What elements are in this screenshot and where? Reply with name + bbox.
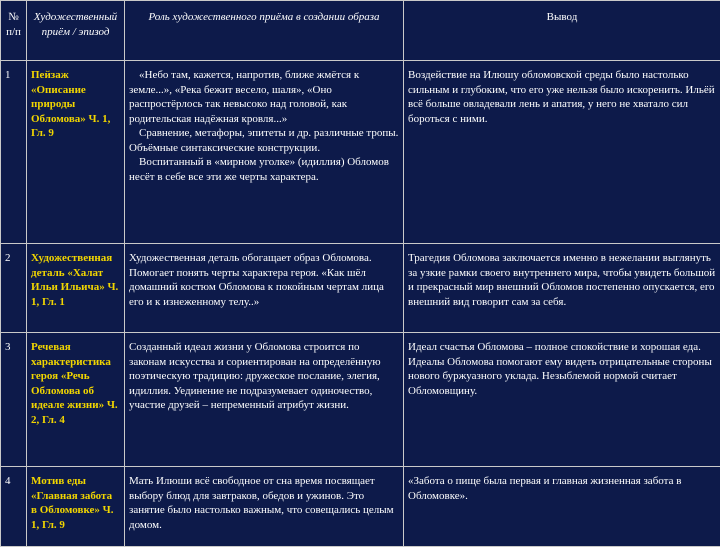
table-header-row bbox=[1, 1, 720, 61]
header-conclusion: Вывод bbox=[404, 1, 720, 61]
conclusion-cell: Трагедия Обломова заключается именно в нежелании выглянуть за узкие рамки своего внутреннего мира, чтобы увидеть большой и прекрасный мир внешний Обломов постепенно опускается, его внешний вид говорит сам за себя. bbox=[404, 244, 720, 333]
conclusion-cell: Идеал счастья Обломова – полное спокойствие и хорошая еда. Идеалы Обломова помогают ему видеть отрицательные стороны нового буржуазного уклада. Незыблемой нормой считает Обломовщину. bbox=[404, 333, 720, 467]
role-paragraph: Воспитанный в «мирном уголке» (идиллия) Обломов несёт в себе все эти же черты характера. bbox=[129, 155, 399, 184]
role-paragraph: «Небо там, кажется, напротив, ближе жмётся к земле...», «Река бежит весело, шаля», «Оно распростёрлось так невысоко над головой, как родительская надёжная кровля...» bbox=[129, 68, 399, 126]
table-row bbox=[1, 244, 720, 333]
table-row bbox=[1, 467, 720, 547]
row-number: 4 bbox=[1, 467, 27, 547]
technique-cell: Речевая характеристика героя «Речь Обломова об идеале жизни» Ч. 2, Гл. 4 bbox=[27, 333, 125, 467]
header-num: № п/п bbox=[1, 1, 27, 61]
role-cell bbox=[125, 61, 404, 244]
row-number: 3 bbox=[1, 333, 27, 467]
role-paragraph: Мать Илюши всё свободное от сна время посвящает выбору блюд для завтраков, обедов и ужинов. Это занятие было настолько важным, что совещались целым домом. bbox=[129, 474, 399, 532]
header-technique: Художественный приём / эпизод bbox=[27, 1, 125, 61]
technique-cell: Пейзаж «Описание природы Обломова» Ч. 1, Гл. 9 bbox=[27, 61, 125, 244]
row-number: 1 bbox=[1, 61, 27, 244]
role-cell bbox=[125, 333, 404, 467]
conclusion-cell: «Забота о пище была первая и главная жизненная забота в Обломовке». bbox=[404, 467, 720, 547]
table-row bbox=[1, 333, 720, 467]
header-role: Роль художественного приёма в создании образа bbox=[125, 1, 404, 61]
conclusion-cell: Воздействие на Илюшу обломовской среды было настолько сильным и глубоким, что его уже нельзя было искоренить. Ильёй всё больше овладевали лень и апатия, у него не хватало сил бороться с ними. bbox=[404, 61, 720, 244]
role-paragraph: Созданный идеал жизни у Обломова строится по законам искусства и сориентирован на определённую поэтическую традицию: дружеское послание, элегия, идиллия. Уединение не подразумевает одиночество, участие друзей – непременный атрибут жизни. bbox=[129, 340, 399, 413]
technique-cell: Мотив еды «Главная забота в Обломовке» Ч. 1, Гл. 9 bbox=[27, 467, 125, 547]
role-cell bbox=[125, 467, 404, 547]
table-row bbox=[1, 61, 720, 244]
role-paragraph: Художественная деталь обогащает образ Обломова. Помогает понять черты характера героя. «Как шёл домашний костюм Обломова к покойным чертам лица его и к изнеженному телу..» bbox=[129, 251, 399, 309]
role-paragraph: Сравнение, метафоры, эпитеты и др. различные тропы. Объёмные синтаксические конструкции. bbox=[129, 126, 399, 155]
row-number: 2 bbox=[1, 244, 27, 333]
role-cell bbox=[125, 244, 404, 333]
technique-cell: Художественная деталь «Халат Ильи Ильича» Ч. 1, Гл. 1 bbox=[27, 244, 125, 333]
